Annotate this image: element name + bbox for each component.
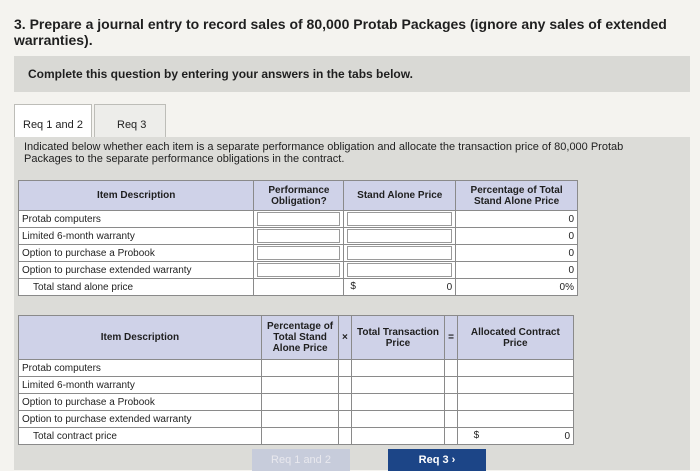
percentage-value: 0 bbox=[456, 262, 578, 279]
spacer bbox=[339, 411, 351, 428]
question-text: 3. Prepare a journal entry to record sales of 80,000 Protab Packages (ignore any sales of extended warranties). bbox=[14, 16, 667, 48]
percentage-cell bbox=[261, 377, 339, 394]
table-row bbox=[19, 394, 574, 411]
transaction-price-cell bbox=[351, 394, 445, 411]
spacer bbox=[339, 394, 351, 411]
table-row bbox=[19, 262, 578, 279]
item-label: Protab computers bbox=[19, 211, 254, 228]
dollar-sign: $ bbox=[473, 430, 480, 441]
total-percentage: 0% bbox=[456, 279, 578, 296]
col-performance-obligation: Performance Obligation? bbox=[254, 181, 344, 211]
table-row bbox=[19, 360, 574, 377]
total-value: 0 bbox=[564, 430, 570, 442]
total-label: Total stand alone price bbox=[19, 279, 254, 296]
table-row bbox=[19, 211, 578, 228]
allocation-table-2 bbox=[18, 315, 574, 445]
transaction-price-cell bbox=[351, 411, 445, 428]
total-stand-alone-price bbox=[344, 279, 456, 296]
total-label: Total contract price bbox=[19, 428, 262, 445]
table-row bbox=[19, 411, 574, 428]
total-value: 0 bbox=[446, 281, 453, 293]
col-percentage-total: Percentage of Total Stand Alone Price bbox=[456, 181, 578, 211]
col-item-description: Item Description bbox=[19, 316, 262, 360]
item-label: Limited 6-month warranty bbox=[19, 228, 254, 245]
multiply-symbol: × bbox=[339, 316, 351, 360]
allocated-price-cell bbox=[457, 394, 573, 411]
percentage-cell bbox=[261, 394, 339, 411]
total-row bbox=[19, 279, 578, 296]
col-total-transaction-price: Total Transaction Price bbox=[351, 316, 445, 360]
tab-req-3[interactable]: Req 3 bbox=[94, 104, 166, 138]
prev-tab-button[interactable]: Req 1 and 2 bbox=[252, 449, 350, 471]
allocated-price-cell bbox=[457, 360, 573, 377]
instructions: Indicated below whether each item is a separate performance obligation and allocate the transaction price of 80,000 Protab Packages to the separate performance obligations in the contract. bbox=[24, 141, 624, 165]
col-stand-alone-price: Stand Alone Price bbox=[344, 181, 456, 211]
spacer bbox=[339, 360, 351, 377]
stand-alone-price-input[interactable] bbox=[344, 228, 456, 245]
spacer bbox=[445, 360, 457, 377]
transaction-price-cell bbox=[351, 377, 445, 394]
instruction-banner bbox=[14, 56, 690, 92]
total-row bbox=[19, 428, 574, 445]
percentage-value: 0 bbox=[456, 245, 578, 262]
table-row bbox=[19, 228, 578, 245]
spacer bbox=[445, 411, 457, 428]
percentage-value: 0 bbox=[456, 211, 578, 228]
performance-obligation-input[interactable] bbox=[254, 228, 344, 245]
col-item-description: Item Description bbox=[19, 181, 254, 211]
performance-obligation-input[interactable] bbox=[254, 211, 344, 228]
spacer bbox=[445, 377, 457, 394]
col-allocated-contract-price: Allocated Contract Price bbox=[457, 316, 573, 360]
item-label: Option to purchase a Probook bbox=[19, 394, 262, 411]
banner-text: Complete this question by entering your answers in the tabs below. bbox=[28, 67, 413, 81]
equals-symbol: = bbox=[445, 316, 457, 360]
percentage-cell bbox=[261, 411, 339, 428]
total-contract-price bbox=[457, 428, 573, 445]
item-label: Protab computers bbox=[19, 360, 262, 377]
stand-alone-price-input[interactable] bbox=[344, 245, 456, 262]
spacer bbox=[339, 377, 351, 394]
item-label: Limited 6-month warranty bbox=[19, 377, 262, 394]
spacer bbox=[339, 428, 351, 445]
allocation-table-1 bbox=[18, 180, 578, 296]
spacer bbox=[445, 394, 457, 411]
performance-obligation-input[interactable] bbox=[254, 245, 344, 262]
stand-alone-price-input[interactable] bbox=[344, 211, 456, 228]
item-label: Option to purchase extended warranty bbox=[19, 262, 254, 279]
col-percentage-total: Percentage of Total Stand Alone Price bbox=[261, 316, 339, 360]
empty-cell bbox=[351, 428, 445, 445]
item-label: Option to purchase a Probook bbox=[19, 245, 254, 262]
spacer bbox=[445, 428, 457, 445]
next-tab-button[interactable]: Req 3 › bbox=[388, 449, 486, 471]
allocated-price-cell bbox=[457, 377, 573, 394]
item-label: Option to purchase extended warranty bbox=[19, 411, 262, 428]
performance-obligation-input[interactable] bbox=[254, 262, 344, 279]
empty-cell bbox=[261, 428, 339, 445]
dollar-sign: $ bbox=[350, 281, 356, 292]
transaction-price-cell bbox=[351, 360, 445, 377]
table-row bbox=[19, 245, 578, 262]
tab-req-1-and-2[interactable]: Req 1 and 2 bbox=[14, 104, 92, 138]
allocated-price-cell bbox=[457, 411, 573, 428]
percentage-cell bbox=[261, 360, 339, 377]
percentage-value: 0 bbox=[456, 228, 578, 245]
stand-alone-price-input[interactable] bbox=[344, 262, 456, 279]
table-row bbox=[19, 377, 574, 394]
empty-cell bbox=[254, 279, 344, 296]
